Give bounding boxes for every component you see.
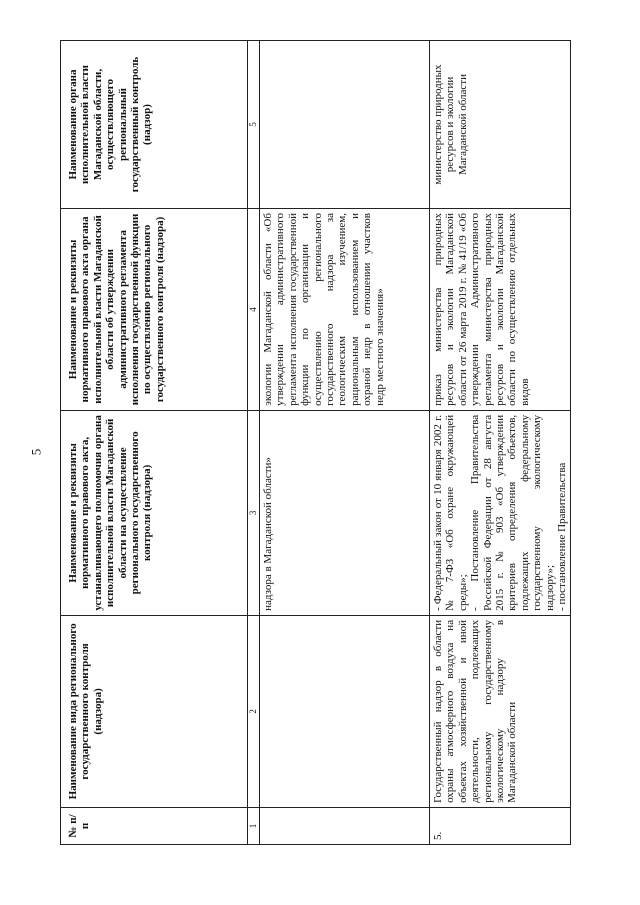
regulation-cell: приказ министерства природных ресурсов и экологии Магаданской области от 26 марта 2019 г. № 41/19 «Об утверждении Административного регламента министерства природных ресурсов и экологии Магаданской области по осуществлению отдельных видов <box>430 209 571 411</box>
row-number <box>260 807 430 844</box>
table-header-row <box>61 41 248 845</box>
legal-basis-item: - постановление Правительства <box>556 462 569 611</box>
column-number: 4 <box>248 209 260 411</box>
legal-basis-cell <box>430 410 571 615</box>
page-number: 5 <box>28 448 44 456</box>
column-number: 2 <box>248 615 260 807</box>
table-row <box>430 41 571 845</box>
legal-basis-cell: надзора в Магаданской области» <box>260 410 430 615</box>
header-authority: Наименование органа исполнительной власти Магаданской области, осуществляющего региональный государственный контроль (надзор) <box>61 41 248 209</box>
header-legal-basis: Наименование и реквизиты нормативного правового акта, устанавливающего полномочия органа исполнительной власти Магаданской области на осуществление регионального государственного контроля (надзора) <box>61 410 248 615</box>
column-number: 3 <box>248 410 260 615</box>
column-number: 5 <box>248 41 260 209</box>
header-number: № п/п <box>61 807 248 844</box>
authority-cell: министерство природных ресурсов и экологии Магаданской области <box>430 41 571 209</box>
header-control-type: Наименование вида регионального государственного контроля (надзора) <box>61 615 248 807</box>
header-regulation: Наименование и реквизиты нормативного правового акта органа исполнительной власти Магаданской области об утверждении административного регламента исполнения государственной функции по осуществлению регионального государственного контроля (надзора) <box>61 209 248 411</box>
rotated-table-container <box>60 40 580 845</box>
table-row <box>260 41 430 845</box>
control-table <box>60 40 571 845</box>
legal-basis-item: - Постановление Правительства Российской Федерации от 28 августа 2015 г. № 903 «Об утверждении критериев определения объектов, подлежащих федеральному государственному экологическому надзору»; <box>469 414 556 611</box>
column-number: 1 <box>248 807 260 844</box>
regulation-cell: экологии Магаданской области «Об утверждении административного регламента исполнения государственной функции по организации и осуществлению регионального государственного надзора за геологическим изучением, рациональным использованием и охраной недр в отношении участков недр местного значения» <box>260 209 430 411</box>
row-number: 5. <box>430 807 571 844</box>
column-numbers-row <box>248 41 260 845</box>
legal-basis-item: - Федеральный закон от 10 января 2002 г. № 7-ФЗ «Об охране окружающей среды»; <box>432 414 469 611</box>
authority-cell <box>260 41 430 209</box>
control-type-cell <box>260 615 430 807</box>
control-type-cell: Государственный надзор в области охраны атмосферного воздуха на объектах хозяйственной и иной деятельности, подлежащих региональному государственному экологическому надзору в Магаданской области <box>430 615 571 807</box>
